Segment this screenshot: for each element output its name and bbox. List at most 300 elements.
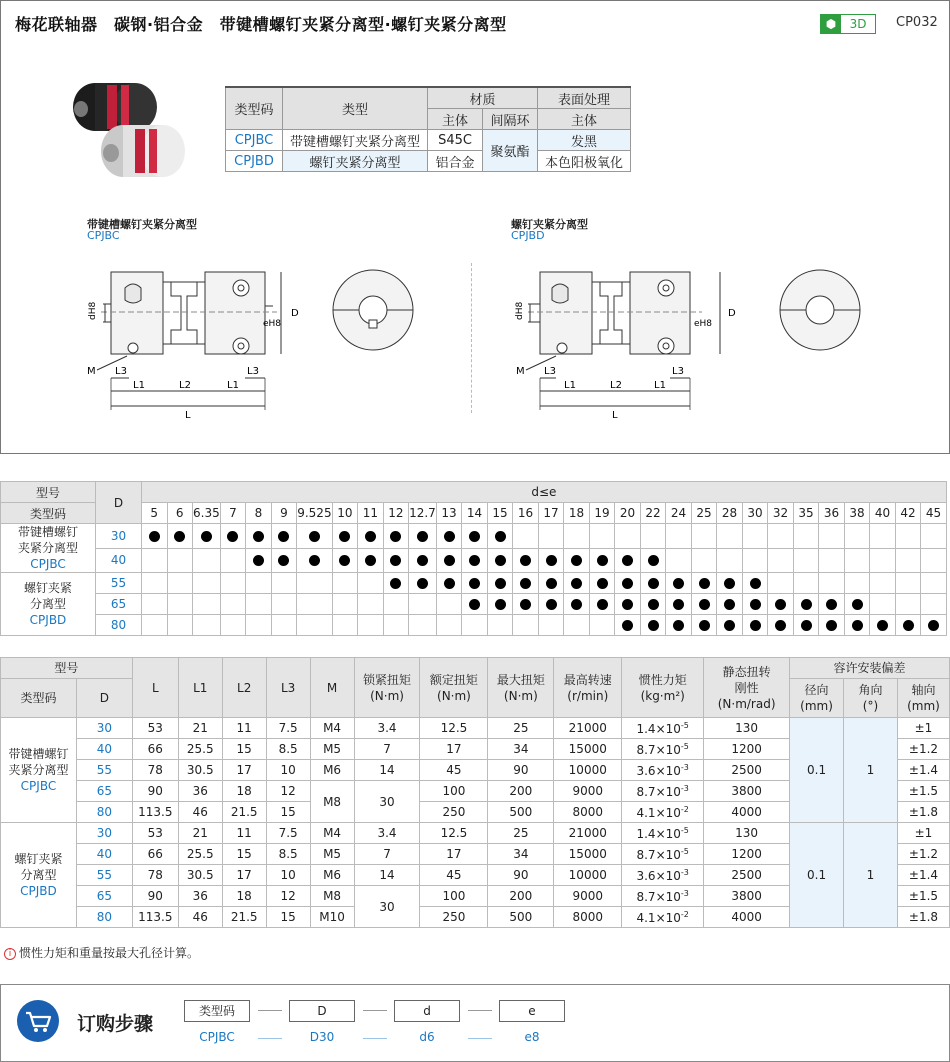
D-value: 30 [96,524,142,549]
max-speed-value: 15000 [554,739,622,760]
axial-value: ±1.8 [897,907,949,928]
axial-value: ±1.2 [897,844,949,865]
th-size: 28 [717,503,743,524]
th-size: 6 [167,503,193,524]
D-value: 80 [76,907,132,928]
L3-value: 8.5 [266,739,310,760]
inertia-value: $1.4\times 10^{-5}$ [622,823,704,844]
footnote-text: 惯性力矩和重量按最大孔径计算。 [19,946,200,960]
L1-value: 46 [178,907,222,928]
inertia-value: $3.6\times 10^{-3}$ [622,865,704,886]
availability-cell [589,573,615,594]
product-photo [47,79,187,187]
availability-cell [383,573,409,594]
availability-cell [487,548,513,573]
available-dot [597,578,608,589]
availability-cell [793,573,819,594]
availability-cell [297,573,332,594]
type-code-link[interactable]: CPJBD [226,151,283,172]
L3-value: 15 [266,802,310,823]
dim-L1-right: L1 [654,380,666,391]
max-torque-value: 90 [488,760,554,781]
available-dot [546,599,557,610]
L-value: 53 [132,823,178,844]
dim-M-label: M [87,366,96,377]
available-dot [801,599,812,610]
availability-cell [538,548,564,573]
stiffness-value: 2500 [704,865,790,886]
availability-cell [220,615,246,636]
order-example-e: e8 [524,1030,540,1044]
3d-label: 3D [849,17,867,31]
th-type-code: 类型码 [1,679,77,718]
availability-cell [538,615,564,636]
available-dot [724,599,735,610]
technical-drawing-cpjbd [506,266,876,426]
black-coupling-image [73,83,157,131]
D-value: 30 [76,823,132,844]
availability-cell [462,615,488,636]
availability-cell [220,573,246,594]
available-dot [673,599,684,610]
L2-value: 21.5 [222,907,266,928]
dim-L: L [612,410,618,421]
max-speed-value: 8000 [554,907,622,928]
L2-value: 15 [222,739,266,760]
availability-cell [895,524,921,549]
axial-value: ±1 [897,823,949,844]
stiffness-value: 130 [704,718,790,739]
max-speed-value: 10000 [554,760,622,781]
th-size: 17 [538,503,564,524]
availability-cell [742,615,768,636]
title-row [1,1,949,47]
cart-icon [17,1000,59,1042]
availability-cell [742,594,768,615]
available-dot [390,555,401,566]
max-speed-value: 9000 [554,886,622,907]
th-angular: 角向 (°) [844,679,898,718]
available-dot [571,578,582,589]
available-dot [597,555,608,566]
availability-cell [895,615,921,636]
order-example-D: D30 [309,1030,335,1044]
dim-e-label: eH8 [263,319,282,329]
available-dot [495,531,506,542]
L1-value: 25.5 [178,844,222,865]
available-dot [278,555,289,566]
availability-cell [358,548,384,573]
technical-drawing-cpjbc [81,266,451,426]
type-name: 带键槽螺钉夹紧分离型 [283,130,428,151]
dim-L3-left: L3 [544,366,556,377]
availability-cell [844,594,870,615]
dim-L1-left: L1 [564,380,576,391]
dim-L2: L2 [610,380,622,391]
availability-cell [383,615,409,636]
max-torque-value: 34 [488,739,554,760]
L3-value: 10 [266,760,310,781]
availability-cell [142,548,168,573]
connector [258,1010,282,1011]
available-dot [571,555,582,566]
availability-cell [167,615,193,636]
L1-value: 25.5 [178,739,222,760]
availability-cell [793,548,819,573]
availability-cell [246,594,272,615]
availability-cell [358,573,384,594]
L-value: 113.5 [132,802,178,823]
L2-value: 11 [222,718,266,739]
available-dot [365,531,376,542]
availability-cell [742,548,768,573]
th-size: 36 [819,503,845,524]
lock-torque-value: 30 [354,781,420,823]
max-speed-value: 21000 [554,718,622,739]
order-field-D[interactable]: D [289,1000,355,1022]
body-material: S45C [428,130,483,151]
th-misalignment: 容许安装偏差 [790,658,950,679]
inertia-value: $8.7\times 10^{-3}$ [622,781,704,802]
group-label-cpjbc: 带键槽螺钉 夹紧分离型 CPJBC [1,718,77,823]
th-size: 35 [793,503,819,524]
max-torque-value: 500 [488,802,554,823]
availability-cell [564,615,590,636]
availability-cell [717,573,743,594]
table-row [1,718,950,739]
th-material: 材质 [428,87,538,109]
rated-torque-value: 100 [420,886,488,907]
available-dot [520,578,531,589]
M-value: M10 [310,907,354,928]
available-dot [724,620,735,631]
available-dot [469,531,480,542]
table-row [1,548,947,573]
available-dot [622,555,633,566]
availability-cell [564,594,590,615]
availability-cell [332,548,358,573]
order-field-e[interactable]: e [499,1000,565,1022]
available-dot [417,555,428,566]
order-steps-panel [0,984,950,1062]
availability-cell [691,524,717,549]
availability-cell [564,573,590,594]
availability-cell [193,615,221,636]
availability-cell [870,615,896,636]
inertia-value: $4.1\times 10^{-2}$ [622,907,704,928]
available-dot [469,555,480,566]
availability-cell [615,548,641,573]
connector [363,1038,387,1039]
M-value: M5 [310,844,354,865]
table-row [226,130,631,151]
available-dot [699,599,710,610]
availability-cell [271,615,297,636]
stiffness-value: 2500 [704,760,790,781]
available-dot [928,620,939,631]
available-dot [775,599,786,610]
availability-cell [220,548,246,573]
availability-cell [409,524,437,549]
availability-cell [870,573,896,594]
availability-cell [142,524,168,549]
axial-value: ±1 [897,718,949,739]
availability-cell [220,524,246,549]
L2-value: 18 [222,886,266,907]
available-dot [309,531,320,542]
specification-table [0,657,950,928]
D-value: 55 [76,760,132,781]
dim-L2: L2 [179,380,191,391]
th-size: 40 [870,503,896,524]
drawing-2-title: 螺钉夹紧分离型 [511,218,588,231]
L3-value: 7.5 [266,823,310,844]
availability-cell [844,524,870,549]
th-axial: 轴向 (mm) [897,679,949,718]
radial-value: 0.1 [790,718,844,823]
inertia-value: $4.1\times 10^{-2}$ [622,802,704,823]
th-stiffness: 静态扭转 刚性 (N·m/rad) [704,658,790,718]
th-size: 42 [895,503,921,524]
connector [258,1038,282,1039]
3d-model-button[interactable] [820,14,876,34]
availability-cell [271,573,297,594]
availability-cell [921,548,947,573]
axial-value: ±1.5 [897,781,949,802]
stiffness-value: 3800 [704,781,790,802]
th-max-torque: 最大扭矩 (N·m) [488,658,554,718]
th-size: 11 [358,503,384,524]
availability-cell [793,524,819,549]
th-size: 12 [383,503,409,524]
available-dot [648,578,659,589]
th-size: 6.35 [193,503,221,524]
availability-cell [487,573,513,594]
L-value: 66 [132,739,178,760]
availability-cell [436,573,462,594]
L-value: 78 [132,760,178,781]
cube-icon: ⬢ [821,15,841,33]
stiffness-value: 1200 [704,844,790,865]
available-dot [648,555,659,566]
availability-cell [793,594,819,615]
L1-value: 30.5 [178,865,222,886]
silver-coupling-image [101,125,185,177]
th-size: 38 [844,503,870,524]
dim-L1-right: L1 [227,380,239,391]
th-size: 20 [615,503,641,524]
th-M: M [310,658,354,718]
L3-value: 8.5 [266,844,310,865]
th-size: 25 [691,503,717,524]
availability-cell [589,548,615,573]
availability-cell [640,524,666,549]
th-size: 10 [332,503,358,524]
availability-cell [870,594,896,615]
M-value: M8 [310,886,354,907]
available-dot [546,555,557,566]
dim-d-label: dH8 [88,301,98,320]
table-row [1,594,947,615]
stiffness-value: 4000 [704,907,790,928]
connector [468,1038,492,1039]
available-dot [444,531,455,542]
available-dot [750,578,761,589]
availability-cell [793,615,819,636]
D-value: 40 [76,739,132,760]
D-value: 40 [96,548,142,573]
rated-torque-value: 17 [420,739,488,760]
available-dot [417,578,428,589]
availability-cell [640,615,666,636]
availability-cell [717,594,743,615]
availability-cell [921,594,947,615]
availability-cell [564,524,590,549]
D-value: 80 [76,802,132,823]
availability-cell [193,548,221,573]
L-value: 113.5 [132,907,178,928]
max-speed-value: 8000 [554,802,622,823]
availability-cell [870,524,896,549]
availability-cell [717,615,743,636]
surface-treatment: 发黑 [538,130,631,151]
available-dot [597,599,608,610]
th-size: 9 [271,503,297,524]
availability-cell [142,594,168,615]
lock-torque-value: 14 [354,760,420,781]
L2-value: 17 [222,865,266,886]
order-field-d[interactable]: d [394,1000,460,1022]
M-value: M6 [310,760,354,781]
rated-torque-value: 12.5 [420,718,488,739]
availability-cell [819,524,845,549]
availability-cell [717,548,743,573]
th-size: 18 [564,503,590,524]
available-dot [253,531,264,542]
available-dot [339,531,350,542]
availability-cell [271,548,297,573]
th-size: 30 [742,503,768,524]
L1-value: 36 [178,886,222,907]
drawing-divider [471,263,472,413]
L-value: 90 [132,886,178,907]
table-row [1,615,947,636]
availability-cell [819,573,845,594]
stiffness-value: 4000 [704,802,790,823]
availability-cell [666,594,692,615]
availability-cell [167,524,193,549]
L3-value: 12 [266,781,310,802]
availability-cell [768,615,794,636]
lock-torque-value: 3.4 [354,718,420,739]
available-dot [495,555,506,566]
availability-cell [895,548,921,573]
available-dot [390,578,401,589]
available-dot [365,555,376,566]
availability-cell [487,594,513,615]
L1-value: 30.5 [178,760,222,781]
rated-torque-value: 45 [420,760,488,781]
available-dot [309,555,320,566]
L1-value: 21 [178,718,222,739]
max-torque-value: 25 [488,718,554,739]
L1-value: 46 [178,802,222,823]
availability-cell [246,573,272,594]
inertia-value: $3.6\times 10^{-3}$ [622,760,704,781]
availability-cell [297,594,332,615]
inertia-value: $8.7\times 10^{-3}$ [622,886,704,907]
availability-cell [538,594,564,615]
order-field-type-code[interactable]: 类型码 [184,1000,250,1022]
max-torque-value: 25 [488,823,554,844]
max-speed-value: 10000 [554,865,622,886]
type-code-link[interactable]: CPJBC [226,130,283,151]
max-torque-value: 200 [488,886,554,907]
D-value: 65 [76,781,132,802]
availability-cell [921,615,947,636]
dim-M-label: M [516,366,525,377]
available-dot [174,531,185,542]
available-dot [699,578,710,589]
L-value: 66 [132,844,178,865]
availability-cell [513,548,539,573]
th-size: 22 [640,503,666,524]
dim-L3-left: L3 [115,366,127,377]
availability-cell [383,548,409,573]
availability-cell [615,524,641,549]
availability-cell [615,573,641,594]
availability-cell [409,573,437,594]
M-value: M5 [310,739,354,760]
availability-cell [409,615,437,636]
availability-cell [691,548,717,573]
D-value: 30 [76,718,132,739]
inertia-value: $8.7\times 10^{-5}$ [622,844,704,865]
th-size: 8 [246,503,272,524]
availability-cell [246,524,272,549]
L3-value: 7.5 [266,718,310,739]
availability-cell [513,615,539,636]
th-inertia: 惯性力矩 (kg·m²) [622,658,704,718]
material-table [225,86,631,172]
availability-cell [640,548,666,573]
available-dot [877,620,888,631]
availability-cell [436,548,462,573]
bore-diameter-table [0,481,947,636]
L2-value: 18 [222,781,266,802]
available-dot [648,620,659,631]
dim-L1-left: L1 [133,380,145,391]
th-d-range: d≤e [142,482,947,503]
available-dot [520,555,531,566]
availability-cell [462,548,488,573]
connector [363,1010,387,1011]
th-size: 24 [666,503,692,524]
rated-torque-value: 45 [420,865,488,886]
availability-cell [640,573,666,594]
availability-cell [142,573,168,594]
L2-value: 21.5 [222,802,266,823]
th-size: 19 [589,503,615,524]
stiffness-value: 130 [704,823,790,844]
available-dot [201,531,212,542]
table-row [1,524,947,549]
th-L2: L2 [222,658,266,718]
availability-cell [666,615,692,636]
th-main-body: 主体 [428,109,483,130]
availability-cell [142,615,168,636]
availability-cell [768,548,794,573]
